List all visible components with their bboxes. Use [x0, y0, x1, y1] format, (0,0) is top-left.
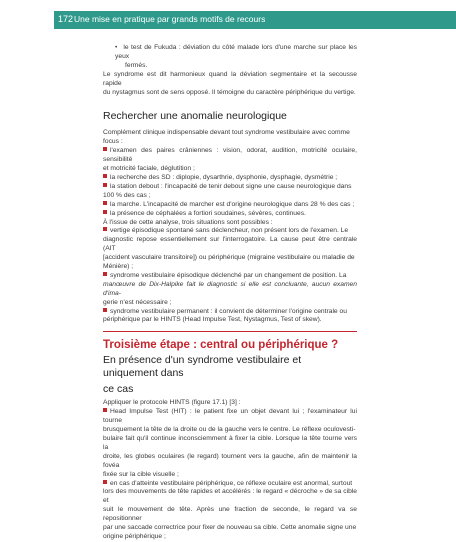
- neuro-bullet-5: la présence de céphalées a fortiori soudaines, sévères, continues.: [103, 210, 357, 219]
- hints-bullet-1: Head Impulse Test (HIT) : le patient fixe un objet devant lui ; l'examinateur lui tourne: [103, 408, 357, 425]
- neuro-intro2: focus :: [103, 138, 123, 146]
- bullet-square-icon: [103, 174, 107, 178]
- hints-bullet-2-c: suit le mouvement de tête. Après une fraction de seconde, le regard va se repositionner: [103, 506, 357, 523]
- bullet-square-icon: [103, 480, 107, 484]
- bullet-square-icon: [103, 272, 107, 276]
- situation-1-cont-c: [accident vasculaire transitoire]) ou périphérique (migraine vestibulaire ou maladie de: [103, 254, 355, 262]
- situation-2-cont-c: gerie n'est nécessaire ;: [103, 298, 172, 306]
- hints-bullet-1-b: brusquement la tête de la droite ou de la gauche vers le centre. Le réflexe oculovesti-: [103, 426, 356, 434]
- hints-bullet-2-d: par une saccade correctrice pour fixer de nouveau sa cible. Cette anomalie signe une: [103, 524, 357, 532]
- step3-subtitle-1: En présence d'un syndrome vestibulaire et uniquement dans: [103, 354, 302, 380]
- neuro-bullet-1-cont: et motricité faciale, déglutition ;: [103, 165, 195, 173]
- neuro-after: À l'issue de cette analyse, trois situations sont possibles :: [103, 218, 273, 226]
- syndrome-line2: du nystagmus sont de sens opposé. Il témoigne du caractère périphérique du vertige.: [103, 88, 356, 96]
- neuro-intro1: Complément clinique indispensable devant tout syndrome vestibulaire avec comme: [103, 129, 350, 137]
- situation-2: syndrome vestibulaire épisodique déclenché par un changement de position. La: [103, 272, 357, 281]
- situation-1-cont-b: diagnostic repose essentiellement sur l'interrogatoire. La cause peut être centrale (AIT: [103, 236, 357, 253]
- bullet-square-icon: [103, 408, 107, 412]
- hints-bullet-2: en cas d'atteinte vestibulaire périphérique, ce réflexe oculaire est anormal, surtout: [103, 480, 357, 489]
- bullet-square-icon: [103, 308, 107, 312]
- fukuda-bullet: • le test de Fukuda : déviation du côté malade lors d'une marche sur place les yeux: [115, 44, 357, 60]
- neuro-bullet-3: la station debout : l'incapacité de tenir debout signe une cause neurologique dans: [103, 183, 357, 192]
- hints-apply: Appliquer le protocole HINTS (figure 17.1) [3] :: [103, 399, 241, 407]
- situation-3: syndrome vestibulaire permanent : il convient de déterminer l'origine centrale ou: [103, 308, 357, 317]
- hints-bullet-2-b: lors des mouvements de tête rapides et accélérés : le regard « décroche » de sa cible et: [103, 488, 357, 505]
- neuro-bullet-2: la recherche des SD : diplopie, dysarthrie, dysphonie, dysphagie, dysmétrie ;: [103, 174, 357, 183]
- page-number: 172: [58, 14, 74, 24]
- section-divider: [103, 331, 357, 332]
- neuro-heading: Rechercher une anomalie neurologique: [103, 110, 287, 123]
- bullet-square-icon: [103, 210, 107, 214]
- hints-bullet-1-d: droite, les globes oculaires (le regard) tournent vers la gauche, afin de maintenir la fovéa: [103, 452, 357, 469]
- situation-2-cont-b: manœuvre de Dix-Halpike fait le diagnostic si elle est concluante, aucun examen d'ima-: [103, 280, 357, 297]
- bullet-square-icon: [103, 183, 107, 187]
- step3-subtitle-2: ce cas: [103, 383, 134, 396]
- fukuda-bullet-cont: fermés.: [125, 61, 148, 69]
- neuro-bullet-1: l'examen des paires crâniennes : vision, odorat, audition, motricité oculaire, sensibilité: [103, 147, 357, 164]
- page-content: [103, 44, 357, 542]
- hints-bullet-1-e: fixée sur la cible visuelle ;: [103, 470, 179, 478]
- neuro-bullet-4: la marche. L'incapacité de marcher est d'origine neurologique dans 28 % des cas ;: [103, 201, 357, 210]
- hints-bullet-1-c: bulaire fait qu'il continue inconsciemment à fixer la cible. Lorsque la tête tourne vers la: [103, 435, 357, 451]
- running-title: Une mise en pratique par grands motifs de recours: [74, 14, 266, 24]
- syndrome-line1: Le syndrome est dit harmonieux quand la déviation segmentaire et la secousse rapide: [103, 70, 357, 87]
- bullet-square-icon: [103, 227, 107, 231]
- situation-1-cont-d: Ménière) ;: [103, 263, 134, 271]
- bullet-square-icon: [103, 201, 107, 205]
- step3-title: Troisième étape : central ou périphérique ?: [103, 339, 339, 352]
- situation-3-cont: périphérique par le HINTS (Head Impulse Test, Nystagmus, Test of skew).: [103, 316, 322, 324]
- situation-1: vertige épisodique spontané sans déclencheur, non présent lors de l'examen. Le: [103, 227, 357, 236]
- hints-bullet-2-e: origine périphérique ;: [103, 532, 166, 540]
- bullet-square-icon: [103, 147, 107, 151]
- neuro-bullet-3-cont: 100 % des cas ;: [103, 191, 151, 199]
